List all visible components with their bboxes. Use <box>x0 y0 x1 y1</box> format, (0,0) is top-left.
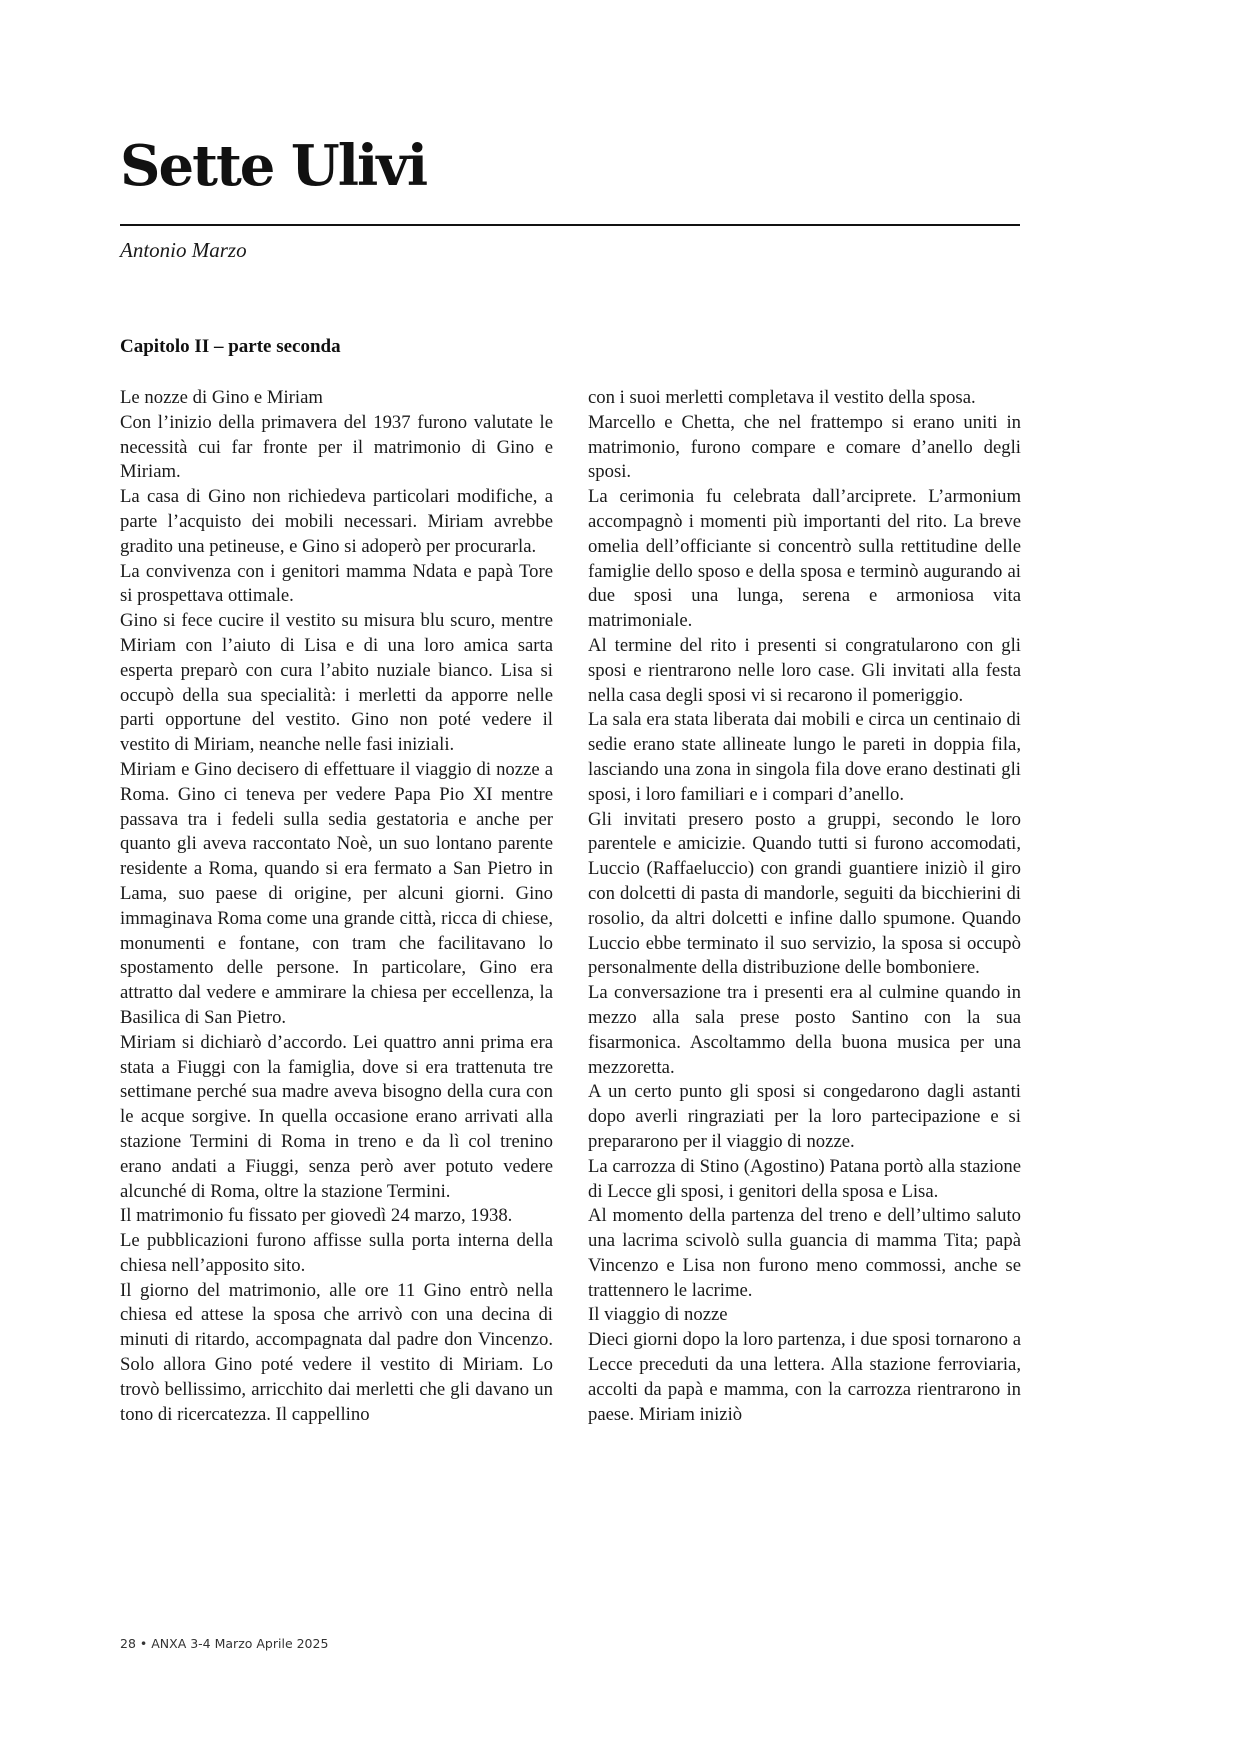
paragraph: La conversazione tra i presenti era al culmine quando in mezzo alla sala prese posto Santino con la sua fisarmonica. Ascoltammo della buona musica per una mezzoretta. <box>588 982 1021 1078</box>
paragraph: Miriam si dichiarò d’accordo. Lei quattro anni prima era stata a Fiuggi con la famiglia, dove si era trattenuta tre settimane perché sua madre aveva bisogno della cura con le acque sorgive. In quella occasione erano arrivati alla stazione Termini di Roma in treno e da lì col trenino erano andati a Fiuggi, senza però aver potuto vedere alcunché di Roma, oltre la stazione Termini. <box>120 1031 553 1202</box>
paragraph: con i suoi merletti completava il vestito della sposa. <box>588 387 976 408</box>
title-divider <box>120 224 1020 226</box>
paragraph: Gli invitati presero posto a gruppi, secondo le loro parentele e amicizie. Quando tutti si furono accomodati, Luccio (Raffaeluccio) con grandi guantiere iniziò il giro con dolcetti di pasta di mandorle, seguiti da bicchierini di rosolio, da altri dolcetti e infine dallo spumone. Quando Luccio ebbe terminato il suo servizio, la sposa si occupò personalmente della distribuzione delle bomboniere. <box>588 808 1021 979</box>
paragraph: La cerimonia fu celebrata dall’arciprete. L’armonium accompagnò i momenti più importanti del rito. La breve omelia dell’officiante si concentrò sulla rettitudine delle famiglie dello sposo e della sposa e terminò augurando ai due sposi una lunga, serena e armoniosa vita matrimoniale. <box>588 486 1021 632</box>
paragraph: Il matrimonio fu fissato per giovedì 24 marzo, 1938. <box>120 1205 513 1227</box>
paragraph: La sala era stata liberata dai mobili e circa un centinaio di sedie erano state allineate lungo le pareti in doppia fila, lasciando una zona in singola fila dove erano destinati gli sposi, i loro familiari e i compari d’anello. <box>588 709 1021 805</box>
paragraph: Le pubblicazioni furono affisse sulla porta interna della chiesa nell’apposito sito. <box>120 1230 553 1276</box>
paragraph: La convivenza con i genitori mamma Ndata e papà Tore si prospettava ottimale. <box>120 560 553 607</box>
page-footer: 28 • ANXA 3-4 Marzo Aprile 2025 <box>120 1636 329 1651</box>
chapter-heading: Capitolo II – parte seconda <box>120 336 341 357</box>
paragraph: Con l’inizio della primavera del 1937 furono valutate le necessità cui far fronte per il matrimonio di Gino e Miriam. <box>120 411 553 483</box>
paragraph: A un certo punto gli sposi si congedarono dagli astanti dopo averli ringraziati per la loro partecipazione e si prepararono per il viaggio di nozze. <box>588 1081 1021 1152</box>
paragraph: Dieci giorni dopo la loro partenza, i due sposi tornarono a Lecce preceduti da una lettera. Alla stazione ferroviaria, accolti da papà e mamma, con la carrozza rientrarono in paese. Miriam iniziò <box>588 1329 1021 1425</box>
paragraph: Marcello e Chetta, che nel frattempo si erano uniti in matrimonio, furono compare e comare d’anello degli sposi. <box>588 411 1021 483</box>
article-author: Antonio Marzo <box>120 238 247 262</box>
right-column <box>588 386 1021 1427</box>
paragraph: Al momento della partenza del treno e dell’ultimo saluto una lacrima scivolò sulla guancia di mamma Tita; papà Vincenzo e Lisa non furono meno commossi, anche se trattennero le lacrime. <box>588 1205 1021 1301</box>
paragraph: Le nozze di Gino e Miriam <box>120 387 323 408</box>
paragraph: Gino si fece cucire il vestito su misura blu scuro, mentre Miriam con l’aiuto di Lisa e di una loro amica sarta esperta preparò con cura l’abito nuziale bianco. Lisa si occupò della sua specialità: i merletti da apporre nelle parti opportune del vestito. Gino non poté vedere il vestito di Miriam, neanche nelle fasi iniziali. <box>120 610 553 756</box>
paragraph: Il giorno del matrimonio, alle ore 11 Gino entrò nella chiesa ed attese la sposa che arrivò con una decina di minuti di ritardo, accompagnata dal padre don Vincenzo. Solo allora Gino poté vedere il vestito di Miriam. Lo trovò bellissimo, arricchito dai merletti che gli davano un tono di ricercatezza. Il cappellino <box>120 1279 553 1425</box>
section-subheading: Il viaggio di nozze <box>588 1304 728 1326</box>
paragraph: La casa di Gino non richiedeva particolari modifiche, a parte l’acquisto dei mobili necessari. Miriam avrebbe gradito una petineuse, e Gino si adoperò per procurarla. <box>120 486 553 557</box>
left-column <box>120 386 553 1427</box>
paragraph: La carrozza di Stino (Agostino) Patana portò alla stazione di Lecce gli sposi, i genitori della sposa e Lisa. <box>588 1155 1021 1202</box>
article-title: Sette Ulivi <box>120 133 427 199</box>
paragraph: Al termine del rito i presenti si congratularono con gli sposi e rientrarono nelle loro case. Gli invitati alla festa nella casa degli sposi vi si recarono il pomeriggio. <box>588 634 1021 706</box>
paragraph: Miriam e Gino decisero di effettuare il viaggio di nozze a Roma. Gino ci teneva per vedere Papa Pio XI mentre passava tra i fedeli sulla sedia gestatoria e anche per quanto gli aveva raccontato Noè, un suo lontano parente residente a Roma, quando si era fermato a San Pietro in Lama, suo paese di origine, per alcuni giorni. Gino immaginava Roma come una grande città, ricca di chiese, monumenti e fontane, con tram che facilitavano lo spostamento delle persone. In particolare, Gino era attratto dal vedere e ammirare la chiesa per eccellenza, la Basilica di San Pietro. <box>120 758 553 1028</box>
